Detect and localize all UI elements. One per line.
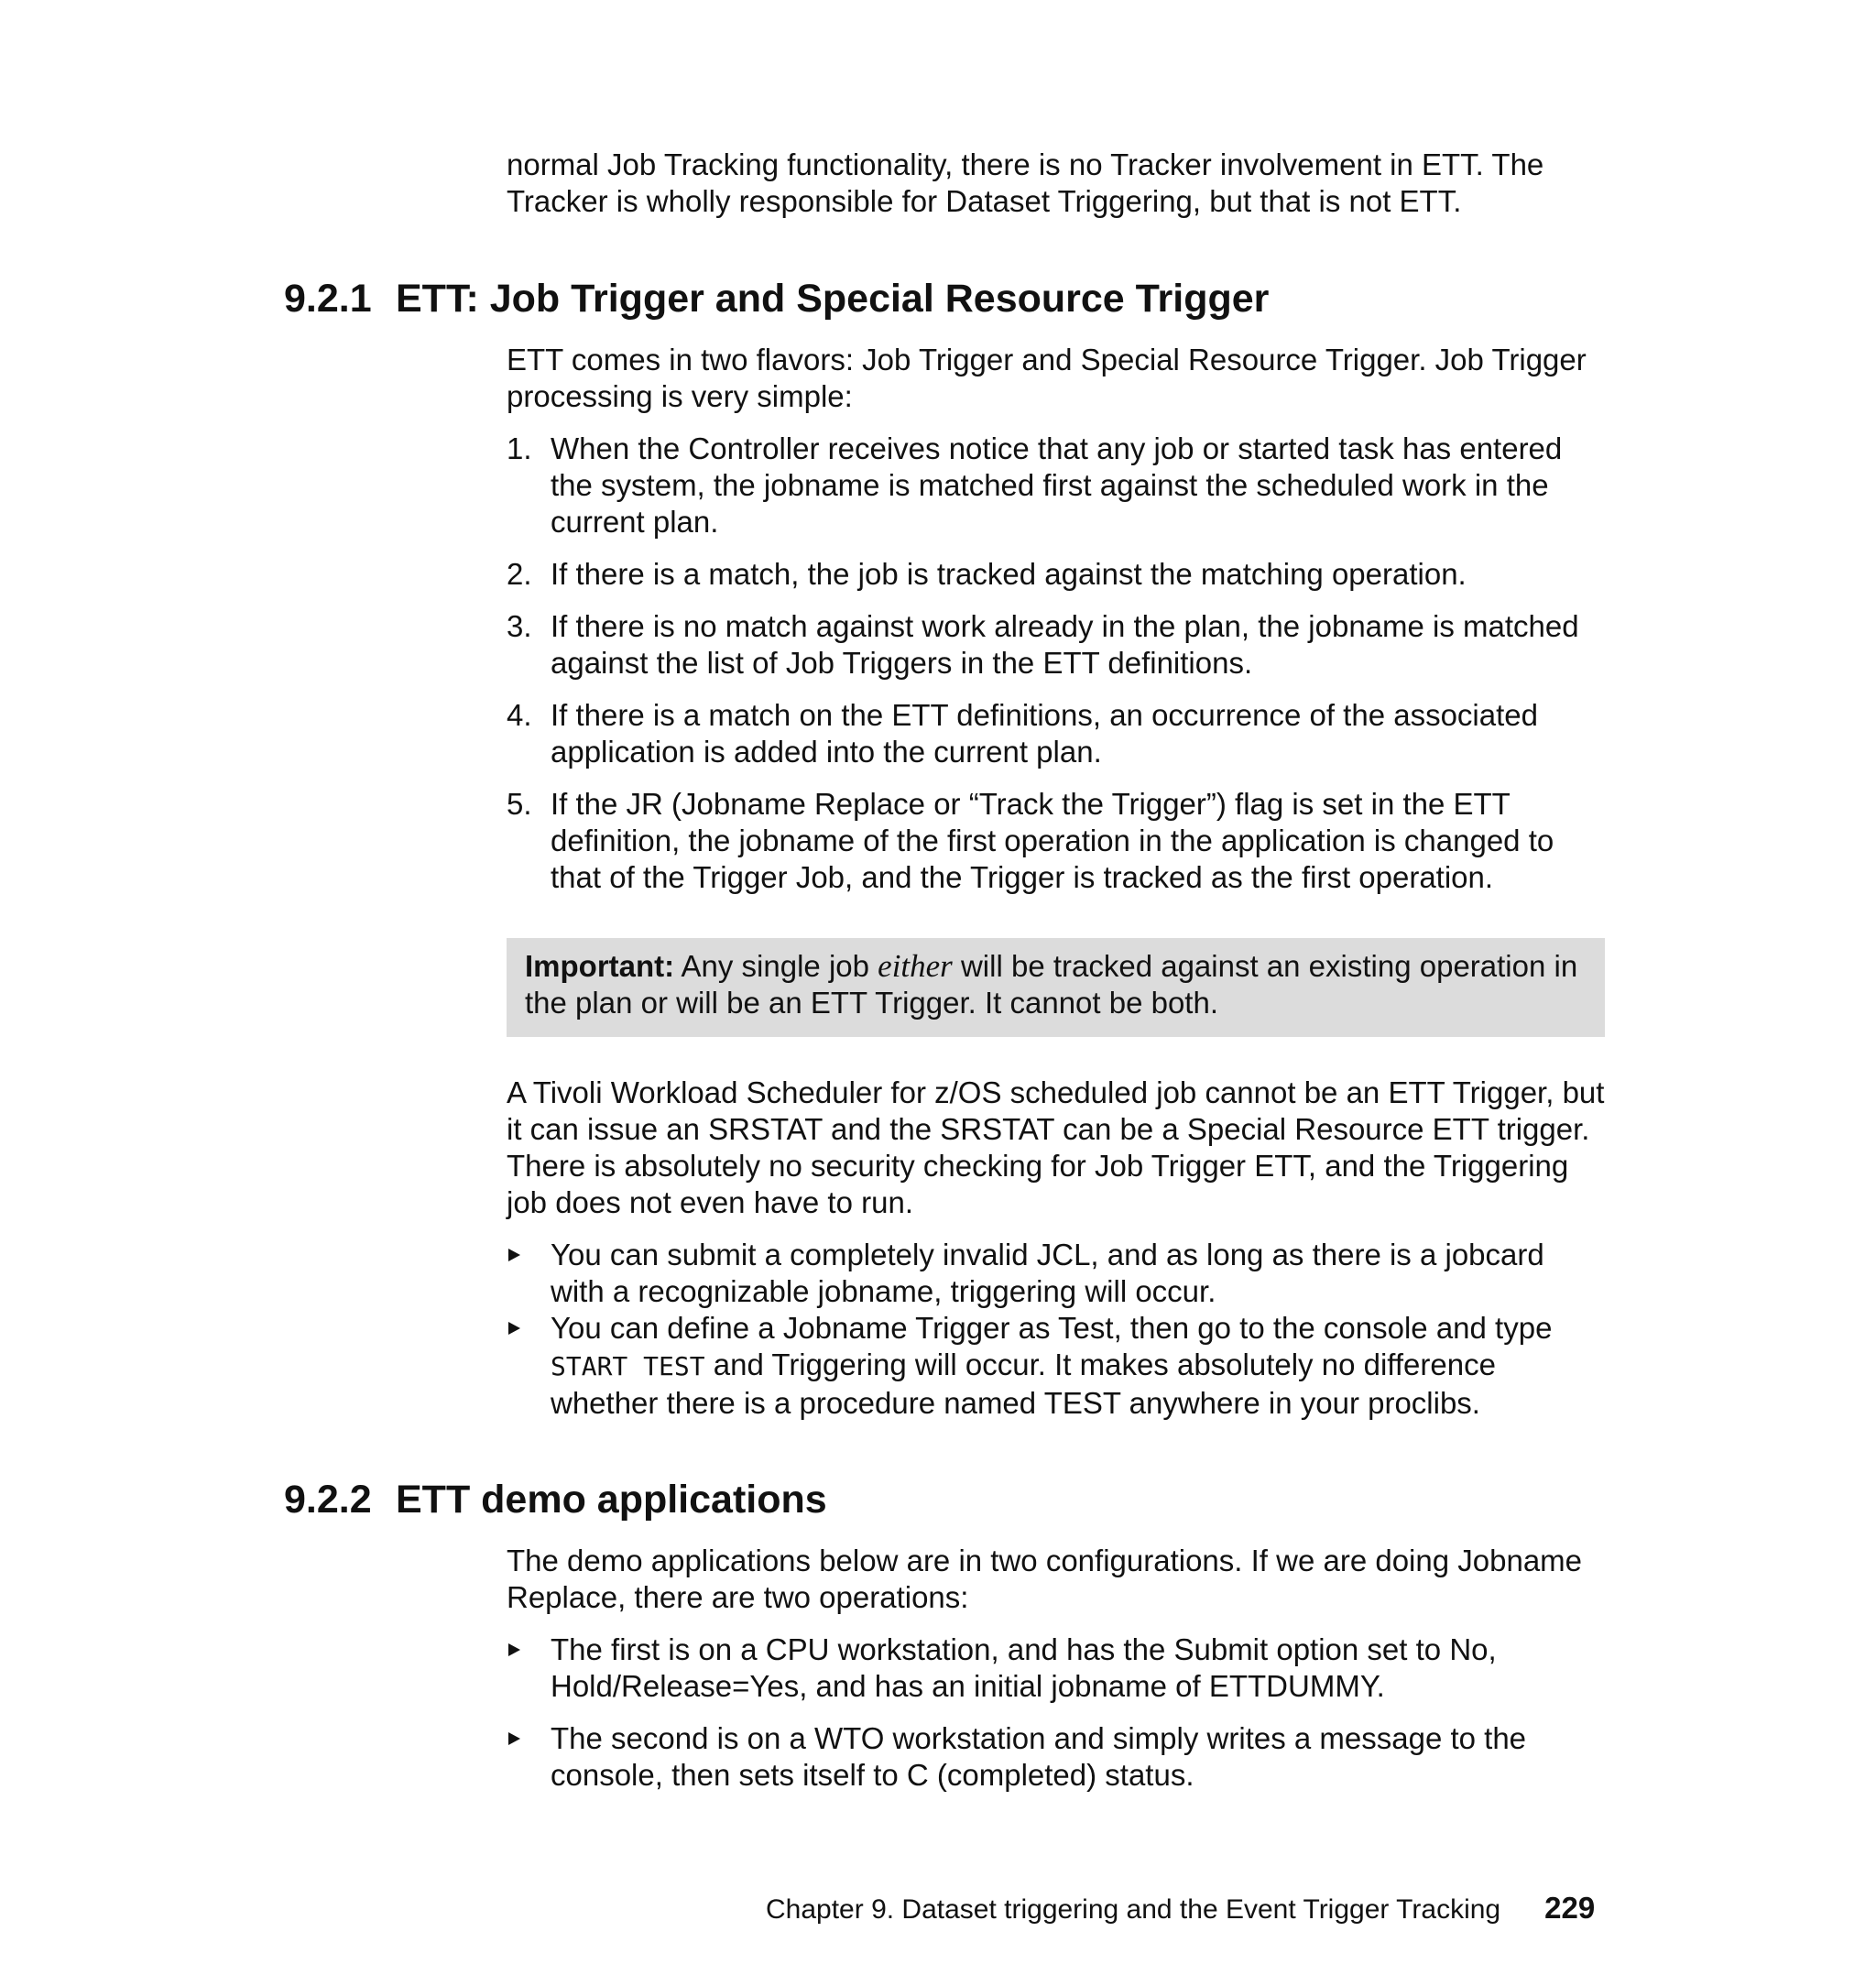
- section-number: 9.2.1: [284, 277, 372, 321]
- list-item: [507, 608, 1606, 682]
- intro-line-2: Tracker is wholly responsible for Dataset Triggering, but that is not ETT.: [507, 184, 1462, 218]
- section-921-body: [507, 342, 1606, 911]
- section-title: ETT: Job Trigger and Special Resource Trigger: [396, 277, 1270, 321]
- bullet-list: [507, 1237, 1606, 1422]
- section-922-body: [507, 1543, 1606, 1794]
- step-text: If the JR (Jobname Replace or “Track the Trigger”) flag is set in the ETT definition, the jobname of the first operation in the application is changed to that of the Trigger Job, and the Trigger is tracked as the first operation.: [551, 787, 1554, 894]
- step-number: 5.: [507, 787, 532, 821]
- page-footer: [766, 1890, 1595, 1928]
- list-item: [507, 1631, 1606, 1705]
- important-text-before: Any single job: [681, 949, 869, 983]
- section-number: 9.2.2: [284, 1478, 372, 1522]
- list-item: [507, 556, 1606, 593]
- chapter-title: Chapter 9. Dataset triggering and the Event Trigger Tracking: [766, 1894, 1501, 1925]
- numbered-steps: [507, 431, 1606, 896]
- intro-paragraph: [507, 147, 1606, 220]
- section-heading-922: [284, 1476, 827, 1523]
- bullet-text-before: You can define a Jobname Trigger as Test, then go to the console and type: [551, 1311, 1553, 1345]
- bullet-triangle-icon: [508, 1322, 520, 1335]
- bullet-triangle-icon: [508, 1732, 520, 1745]
- important-label: Important:: [525, 949, 675, 983]
- ett-trigger-paragraph: A Tivoli Workload Scheduler for z/OS scheduled job cannot be an ETT Trigger, but it can issue an SRSTAT and the SRSTAT can be a Special Resource ETT trigger. There is absolutely no security checking for Job Trigger ETT, and the Triggering job does not even have to run.: [507, 1075, 1605, 1219]
- intro-line-1: normal Job Tracking functionality, there is no Tracker involvement in ETT. The: [507, 147, 1544, 181]
- section-title: ETT demo applications: [396, 1478, 827, 1522]
- page-number: 229: [1544, 1891, 1596, 1925]
- demo-intro-paragraph: The demo applications below are in two configurations. If we are doing Jobname Replace, there are two operations:: [507, 1544, 1583, 1614]
- list-item: [507, 1237, 1606, 1310]
- bullet-list: [507, 1631, 1606, 1794]
- bullet-text: You can submit a completely invalid JCL, and as long as there is a jobcard with a recognizable jobname, triggering will occur.: [551, 1238, 1544, 1308]
- list-item: [507, 431, 1606, 540]
- bullet-triangle-icon: [508, 1249, 520, 1261]
- list-item: [507, 697, 1606, 770]
- step-text: When the Controller receives notice that any job or started task has entered the system, the jobname is matched first against the scheduled work in the current plan.: [551, 431, 1563, 539]
- bullet-text: The first is on a CPU workstation, and has the Submit option set to No, Hold/Release=Yes, and has an initial jobname of ETTDUMMY.: [551, 1632, 1497, 1703]
- code-start-test: START TEST: [551, 1351, 705, 1381]
- section-heading-921: [284, 275, 1269, 322]
- list-item: [507, 1720, 1606, 1794]
- section-921-body-continued: [507, 1075, 1606, 1422]
- step-text: If there is a match, the job is tracked against the matching operation.: [551, 557, 1467, 591]
- section-intro-paragraph: ETT comes in two flavors: Job Trigger and Special Resource Trigger. Job Trigger processing is very simple:: [507, 343, 1587, 413]
- bullet-text-after: and Triggering will occur. It makes absolutely no difference whether there is a procedure named TEST anywhere in your proclibs.: [551, 1348, 1496, 1420]
- important-text-after: will be tracked against an existing operation in the plan or will be an ETT Trigger. It cannot be both.: [525, 949, 1578, 1020]
- list-item: [507, 786, 1606, 896]
- important-emphasis: either: [878, 948, 953, 984]
- bullet-triangle-icon: [508, 1643, 520, 1656]
- step-number: 4.: [507, 698, 532, 732]
- step-text: If there is no match against work already in the plan, the jobname is matched against the list of Job Triggers in the ETT definitions.: [551, 609, 1579, 680]
- list-item: [507, 1310, 1606, 1422]
- step-number: 2.: [507, 557, 532, 591]
- important-note-box: [507, 938, 1605, 1037]
- step-number: 1.: [507, 431, 532, 465]
- step-text: If there is a match on the ETT definitions, an occurrence of the associated application is added into the current plan.: [551, 698, 1538, 769]
- step-number: 3.: [507, 609, 532, 643]
- bullet-text: The second is on a WTO workstation and simply writes a message to the console, then sets itself to C (completed) status.: [551, 1721, 1527, 1792]
